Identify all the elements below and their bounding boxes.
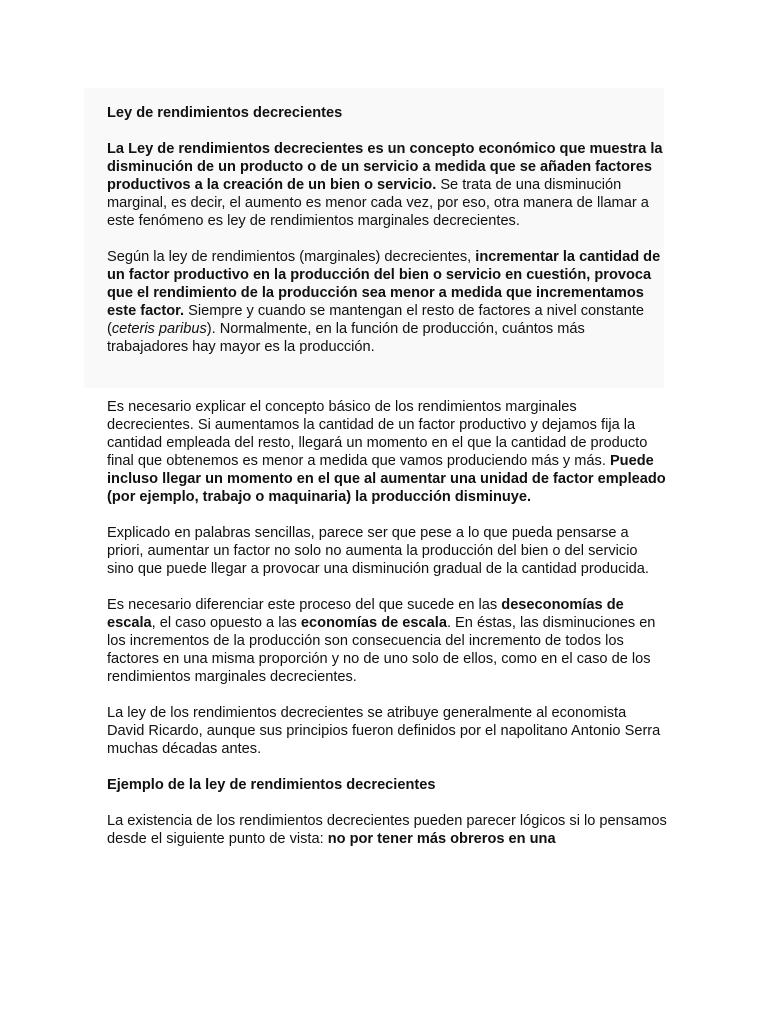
paragraph-history: La ley de los rendimientos decrecientes se atribuye generalmente al economista David Ricardo, aunque sus principios fueron definidos por el napolitano Antonio Serra muchas décadas antes. xyxy=(107,705,661,757)
paragraph-law: Según la ley de rendimientos (marginales) decrecientes, incrementar la cantidad de un factor productivo en la producción del bien o servicio en cuestión, provoca que el rendimiento de la producción sea menor a medida que incrementamos este factor. Siempre y cuando se mantengan el resto de factores a nivel constante (ceteris paribus). Normalmente, en la función de producción, cuántos más trabajadores hay mayor es la producción. xyxy=(107,249,661,355)
paragraph-concept: Es necesario explicar el concepto básico de los rendimientos marginales decrecientes. Si aumentamos la cantidad de un factor productivo y dejamos fija la cantidad empleada del resto, llegará un momento en el que la cantidad de producto final que obtenemos es menor a medida que vamos produciendo más y más. Puede incluso llegar un momento en el que al aumentar una unidad de factor empleado (por ejemplo, trabajo o maquinaria) la producción disminuye. xyxy=(107,399,666,505)
document-title: Ley de rendimientos decrecientes xyxy=(107,105,343,121)
paragraph-definition: La Ley de rendimientos decrecientes es un concepto económico que muestra la disminución de un producto o de un servicio a medida que se añaden factores productivos a la creación de un bien o servicio. Se trata de una disminución marginal, es decir, el aumento es menor cada vez, por eso, otra manera de llamar a este fenómeno es ley de rendimientos marginales decrecientes. xyxy=(107,141,663,229)
paragraph-example: La existencia de los rendimientos decrecientes pueden parecer lógicos si lo pensamos desde el siguiente punto de vista: no por tener más obreros en una xyxy=(107,813,667,847)
section-heading-example: Ejemplo de la ley de rendimientos decrecientes xyxy=(107,777,436,793)
paragraph-simple-explanation: Explicado en palabras sencillas, parece ser que pese a lo que pueda pensarse a priori, aumentar un factor no solo no aumenta la producción del bien o del servicio sino que puede llegar a provocar una disminución gradual de la cantidad producida. xyxy=(107,525,649,577)
document-body xyxy=(107,104,667,848)
paragraph-diseconomies: Es necesario diferenciar este proceso del que sucede en las deseconomías de escala, el caso opuesto a las economías de escala. En éstas, las disminuciones en los incrementos de la producción son consecuencia del incremento de todos los factores en una misma proporción y no de uno solo de ellos, como en el caso de los rendimientos marginales decrecientes. xyxy=(107,597,656,685)
